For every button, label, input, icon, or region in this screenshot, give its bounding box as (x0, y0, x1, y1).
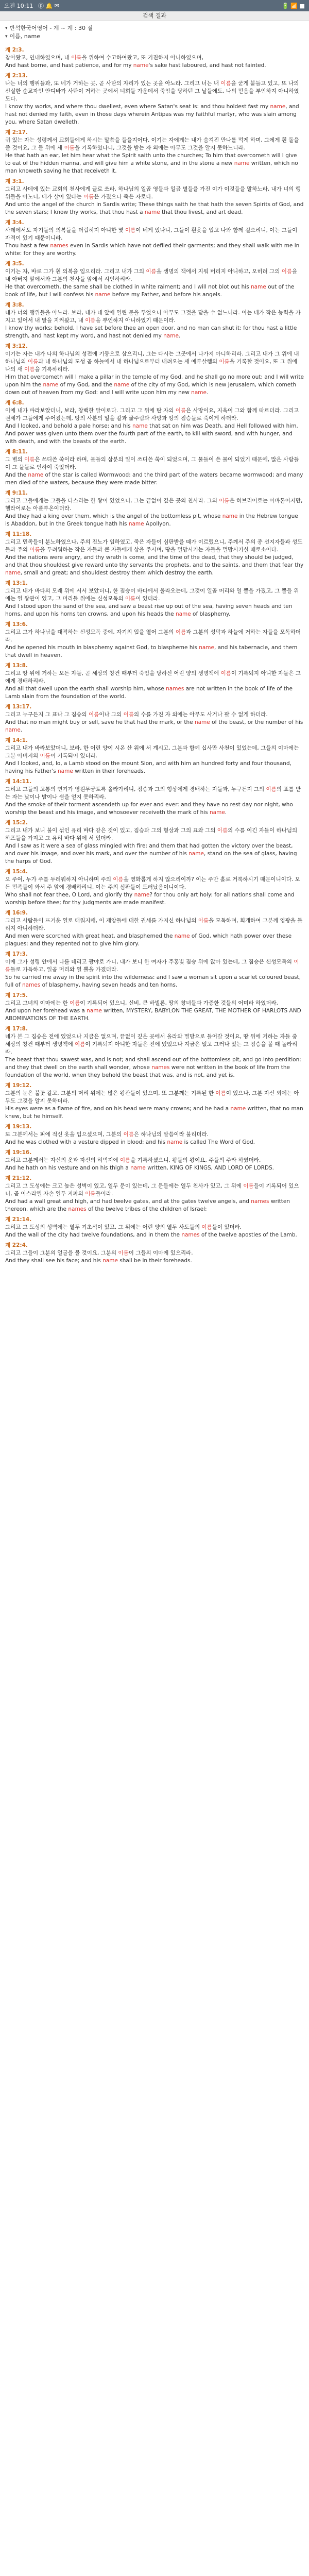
highlighted-term: 이름 (220, 80, 231, 87)
verse-korean-text: 오 주여, 누가 주를 두려워하지 아니하며 주의 이름을 영화롭게 하지 않으리이까? 이는 주만 홀로 거룩하시기 때문이니이다. 모든 민족들이 와서 주 앞에 경배하리니, 이는 주의 심판들이 드러났음이니이다. (5, 876, 300, 890)
highlighted-term: 이름 (198, 918, 209, 924)
highlighted-term: 이름 (85, 1191, 96, 1197)
verse-english-text: Who shall not fear thee, O Lord, and glorify thy name? for thou only art holy: for all nations shall come and worship before thee; for thy judgments are made manifest. (5, 892, 295, 906)
highlighted-term: 이름 (75, 1041, 85, 1047)
highlighted-term: name (130, 1165, 146, 1171)
verse-english-text: His eyes were as a flame of fire, and on his head were many crowns; and he had a name written, that no man knew, but he himself. (5, 1106, 303, 1120)
highlighted-term: name (251, 284, 266, 290)
verse-english-text: And the smoke of their torment ascendeth up for ever and ever: and they have no rest day nor night, who worship the beast and his image, and whosoever receiveth the mark of his name. (5, 802, 293, 816)
search-scope-row[interactable] (5, 24, 304, 32)
verse-result-item[interactable] (5, 1123, 304, 1146)
verse-english-text: He that overcometh, the same shall be clothed in white raiment; and I will not blot out his name out of the book of life, but I will confess his name before my Father, and before his angels. (5, 284, 295, 298)
highlighted-term: names (68, 1206, 87, 1212)
search-scope-text: 반석한국어영어 - 계 ~ 계 : 30 절 (9, 25, 93, 31)
highlighted-term: 이름 (219, 359, 230, 365)
verse-korean-text: 그리고 그들에게는 그들을 다스리는 한 왕이 있었으니, 그는 끝없이 깊은 곳의 천사라. 그의 이름은 히브리어로는 아바돈이지만, 헬라어로는 아폴루온이더라. (5, 498, 303, 512)
highlighted-term: 이름 (215, 1090, 226, 1096)
verse-english-text: And he hath on his vesture and on his thigh a name written, KING OF KINGS, AND LORD OF LORDS. (5, 1165, 274, 1171)
verse-reference: 계 2:13. (5, 73, 28, 79)
verse-reference: 계 16:9. (5, 910, 28, 916)
verse-korean-text: 귀 있는 자는 성령께서 교회들에게 하시는 말씀을 들을지어다. 이기는 자에게는 내가 숨겨진 만나를 먹게 하며, 그에게 흰 돌을 줄 것이요, 그 돌 위에 새 이름을 기록하였나니, 그것을 받는 자 외에는 아무도 그것을 알지 못하느니라. (5, 137, 299, 151)
highlighted-term: 이름 (29, 547, 40, 553)
verse-result-item[interactable] (5, 301, 304, 340)
verse-result-item[interactable] (5, 46, 304, 70)
verse-korean-text: 그리고 그가 하나님을 대적하는 신성모독 중에, 자기의 입을 열어 그분의 이름과 그분의 성막과 하늘에 거하는 자들을 모독하더라. (5, 629, 301, 643)
verse-english-text: I know thy works, and where thou dwellest, even where Satan's seat is: and thou holdest fast my name, and hast not denied my faith, even in those days wherein Antipas was my faithful martyr, who was slain among you, where Satan dwelleth. (5, 104, 299, 125)
verse-reference: 계 17:5. (5, 992, 28, 998)
verse-result-item[interactable] (5, 1216, 304, 1239)
highlighted-term: 이름 (123, 1131, 134, 1138)
verse-reference: 계 22:4. (5, 1242, 28, 1248)
verse-reference: 계 14:11. (5, 778, 32, 785)
highlighted-term: names (22, 982, 41, 988)
highlighted-term: name (28, 472, 44, 478)
verse-reference: 계 9:11. (5, 490, 28, 496)
highlighted-term: names (50, 243, 68, 249)
verse-korean-text: 그리고 민족들이 분노하였으나, 주의 진노가 임하였고, 죽은 자들이 심판받을 때가 이르렀으니, 주께서 주의 종 선지자들과 성도들과 주의 이름을 두려워하는 작은 자들과 큰 자들에게 상을 주시며, 땅을 멸망시키는 자들을 멸망시키실 때로소이다. (5, 539, 303, 553)
highlighted-term: 이름 (64, 145, 75, 151)
verse-korean-text: 이에 그가 성령 안에서 나를 데리고 광야로 가니, 내가 보니 한 여자가 주홍빛 짐승 위에 앉아 있는데, 그 짐승은 신성모독의 이름들로 가득하고, 일곱 머리와 열 뿔을 가졌더라. (5, 959, 299, 973)
highlighted-term: name (194, 719, 210, 725)
verse-result-item[interactable] (5, 260, 304, 299)
verse-reference: 계 21:14. (5, 1216, 32, 1223)
highlighted-term: 이름 (119, 1157, 131, 1163)
notification-icons: ⓟ 🔔 ✉ (38, 3, 59, 9)
verse-result-item[interactable] (5, 819, 304, 866)
verse-english-text: Thou hast a few names even in Sardis which have not defiled their garments; and they shall walk with me in white: for they are worthy. (5, 243, 300, 257)
verse-korean-text: 그 별의 이름은 쓰디쓴 쑥이라 하며, 물들의 삼분의 일이 쓰디쓴 쑥이 되었으며, 그 물들이 쓴 물이 되었기 때문에, 많은 사람들이 그 물들로 인하여 죽었더라. (5, 456, 299, 470)
verse-korean-text: 그분의 눈은 불꽃 같고, 그분의 머리 위에는 많은 왕관들이 있으며, 또 그분께는 기록된 한 이름이 있으나, 그분 자신 외에는 아무도 그것을 알지 못하더라. (5, 1090, 299, 1104)
highlighted-term: name (144, 209, 160, 215)
verse-result-item[interactable] (5, 1242, 304, 1265)
verse-result-item[interactable] (5, 778, 304, 817)
highlighted-term: 이름 (266, 786, 277, 792)
highlighted-term: 이름 (175, 629, 186, 635)
verse-korean-text: 그리고 그들이 그분의 얼굴을 볼 것이요, 그분의 이름이 그들의 이마에 있으리라. (5, 1250, 193, 1256)
verse-result-item[interactable] (5, 909, 304, 948)
highlighted-term: 이름 (89, 711, 99, 718)
highlighted-term: name (132, 423, 148, 429)
verse-korean-text: 나는 너의 행위들과, 또 네가 거하는 곳, 곧 사탄의 자리가 있는 곳을 아노라. 그리고 너는 내 이름을 굳게 붙들고 있고, 또 나의 신실한 순교자인 안디바가 사탄이 거하는 곳에서 너희들 가운데서 죽임을 당하던 그 날들에도, 나의 믿음을 부인하지 아니하였도다. (5, 80, 299, 102)
highlighted-term: names (166, 686, 184, 692)
verse-result-item[interactable] (5, 1025, 304, 1079)
verse-korean-text: 그리고 사데에 있는 교회의 천사에게 글로 쓰라. 하나님의 일곱 영들과 일곱 별들을 가진 이가 이것들을 말하노라. 내가 너의 행위들을 아노니, 네가 살아 있다는 이름은 가졌으나 죽은 자로다. (5, 186, 301, 200)
verse-result-item[interactable] (5, 662, 304, 701)
highlighted-term: 이름 (85, 317, 96, 324)
verse-result-item[interactable] (5, 951, 304, 989)
highlighted-term: 이름 (118, 1250, 129, 1256)
verse-korean-text: 네가 본 그 짐승은 전에 있었으나 지금은 없으며, 끝없이 깊은 곳에서 올라와 멸망으로 들어갈 것이요, 땅 위에 거하는 자들 중 세상의 창건 때부터 생명책에 이름이 기록되지 아니한 자들은 전에 있었으나 지금은 없고 그러나 있는 그 짐승을 볼 때 놀라리라. (5, 1033, 298, 1055)
highlighted-term: 이름 (69, 1000, 80, 1006)
verse-english-text: I know thy works: behold, I have set before thee an open door, and no man can shut it: for thou hast a little strength, and hast kept my word, and hast not denied my name. (5, 325, 297, 339)
verse-reference: 계 3:1. (5, 178, 24, 184)
verse-result-item[interactable] (5, 448, 304, 487)
verse-korean-text: 또 그분께서는 피에 적신 옷을 입으셨으며, 그분의 이름은 하나님의 말씀이라 불리더라. (5, 1131, 209, 1138)
verse-reference: 계 8:11. (5, 449, 28, 455)
verse-english-text: And men were scorched with great heat, and blasphemed the name of God, which hath power over these plagues: and they repented not to give him glory. (5, 933, 292, 947)
highlighted-term: names (151, 1064, 170, 1071)
verse-korean-text: 이기는 자, 바로 그가 흰 의복을 입으리라. 그리고 내가 그의 이름을 생명의 책에서 지워 버리지 아니하고, 오히려 그의 이름을 내 아버지 앞에서와 그분의 천사들 앞에서 시인하리라. (5, 268, 298, 282)
verse-english-text: So he carried me away in the spirit into the wilderness: and I saw a woman sit upon a scarlet coloured beast, full of names of blasphemy, having seven heads and ten horns. (5, 974, 301, 988)
verse-korean-text: 그리고 내가 보니 불이 섞인 유리 바다 같은 것이 있고, 짐승과 그의 형상과 그의 표와 그의 이름의 수를 이긴 자들이 하나님의 하프들을 가지고 그 유리 바다 위에 서 있더라. (5, 827, 298, 841)
verse-result-item[interactable] (5, 1082, 304, 1121)
verse-reference: 계 17:3. (5, 951, 28, 957)
highlighted-term: names (251, 1198, 269, 1205)
highlighted-term: name (58, 768, 73, 774)
verse-reference: 계 21:12. (5, 1175, 32, 1181)
highlighted-term: 이름 (5, 959, 299, 973)
verse-reference: 계 19:13. (5, 1124, 32, 1130)
verse-reference: 계 2:17. (5, 129, 28, 135)
highlighted-term: 이름 (24, 366, 35, 372)
verse-english-text: And the wall of the city had twelve foundations, and in them the names of the twelve apostles of the Lamb. (5, 1232, 297, 1238)
highlighted-term: name (102, 1258, 118, 1264)
highlighted-term: name (210, 809, 225, 816)
verse-korean-text: 그리고 누구든지 그 표나 그 짐승의 이름이나 그의 이름의 수를 가진 자 외에는 아무도 사거나 팔 수 없게 하더라. (5, 711, 268, 718)
search-results-list (0, 43, 309, 1265)
verse-result-item[interactable] (5, 703, 304, 734)
verse-english-text: And had a wall great and high, and had twelve gates, and at the gates twelve angels, and names written thereon, which are the names of the twelve tribes of the children of Israel: (5, 1198, 290, 1212)
verse-korean-text: 이기는 자는 내가 나의 하나님의 성전에 기둥으로 삼으리니, 그는 다시는 그곳에서 나가지 아니하리라. 그리고 내가 그 위에 내 하나님의 이름과 내 하나님의 도성 곧 하늘에서 내 하나님으로부터 내려오는 새 예루살렘의 이름을 기록할 것이요, 또 그 위에 나의 새 이름을 기록하리라. (5, 351, 299, 372)
highlighted-term: 이름 (175, 408, 186, 414)
verse-reference: 계 19:12. (5, 1082, 32, 1089)
highlighted-term: name (133, 62, 149, 69)
highlighted-term: name (188, 851, 204, 857)
verse-korean-text: 그리고 땅 위에 거하는 모든 자들, 곧 세상의 창건 때부터 죽임을 당하신 어린 양의 생명책에 이름이 기록되지 아니한 자들은 그에게 경배하리라. (5, 670, 301, 684)
highlighted-term: name (174, 933, 190, 939)
verse-korean-text: 내가 너의 행위들을 아노라. 보라, 내가 네 앞에 열린 문을 두었으니 아무도 그것을 닫을 수 없느니라. 이는 네가 작은 능력을 가지고 있어서 내 말을 지켜왔고, 내 이름을 부인하지 아니하였기 때문이라. (5, 310, 301, 324)
highlighted-term: name (5, 570, 21, 576)
highlighted-term: name (234, 160, 250, 166)
verse-korean-text: 그리고 그 도성의 성벽에는 열두 기초석이 있고, 그 위에는 어린 양의 열두 사도들의 이름들이 있더라. (5, 1224, 242, 1230)
verse-reference: 계 13:17. (5, 704, 32, 710)
verse-english-text: And they had a king over them, which is the angel of the bottomless pit, whose name in the Hebrew tongue is Abaddon, but in the Greek tongue hath his name Apollyon. (5, 513, 298, 527)
highlighted-term: 이름 (123, 711, 134, 718)
verse-result-item[interactable] (5, 178, 304, 216)
highlighted-term: 이름 (125, 227, 136, 233)
verse-reference: 계 3:8. (5, 302, 24, 308)
status-bar (0, 0, 309, 11)
highlighted-term: name (199, 645, 214, 651)
verse-english-text: And I stood upon the sand of the sea, and saw a beast rise up out of the sea, having seven heads and ten horns, and upon his horns ten crowns, and upon his heads the name of blasphemy. (5, 603, 293, 617)
highlighted-term: 이름 (125, 596, 136, 602)
verse-english-text: The beast that thou sawest was, and is not; and shall ascend out of the bottomless pit, and go into perdition: and they that dwell on the earth shall wonder, whose names were not written in the book of life from the foundation of the world, when they behold the beast that was, and is not, and yet is. (5, 1057, 301, 1078)
verse-result-item[interactable] (5, 737, 304, 775)
verse-reference: 계 11:18. (5, 531, 32, 537)
highlighted-term: name (87, 1008, 102, 1014)
highlighted-term: name (95, 292, 111, 298)
highlighted-term: name (43, 382, 59, 388)
collapse-triangle-icon[interactable]: ▾ (5, 26, 8, 31)
highlighted-term: name (270, 104, 286, 110)
verse-reference: 계 13:8. (5, 663, 28, 669)
highlighted-term: 이름 (201, 1224, 212, 1230)
window-title: 검색 결과 (0, 11, 309, 21)
verse-english-text: Him that overcometh will I make a pillar in the temple of my God, and he shall go no more out: and I will write upon him the name of my God, and the name of the city of my God, which is new Jerusalem, which cometh down out of heaven from my God: and I will write upon him my new name. (5, 374, 304, 396)
verse-result-item[interactable] (5, 868, 304, 907)
verse-reference: 계 19:16. (5, 1149, 32, 1156)
verse-reference: 계 13:6. (5, 621, 28, 628)
verse-reference: 계 17:8. (5, 1026, 28, 1032)
verse-result-item[interactable] (5, 1175, 304, 1213)
verse-result-item[interactable] (5, 129, 304, 175)
highlighted-term: name (5, 727, 21, 733)
verse-korean-text: 그리고 그 도성에는 크고 높은 성벽이 있고, 열두 문이 있는데, 그 문들에는 열두 천사가 있고, 그 위에 이름들이 기록되어 있으니, 곧 이스라엘 자손 열두 지파의 이름들이라. (5, 1183, 299, 1197)
verse-english-text: And hast borne, and hast patience, and for my name's sake hast laboured, and hast not fainted. (5, 62, 266, 69)
highlighted-term: 이름 (40, 753, 50, 759)
verse-english-text: And he was clothed with a vesture dipped in blood: and his name is called The Word of God. (5, 1139, 255, 1145)
verse-reference: 계 15:4. (5, 869, 28, 875)
verse-result-item[interactable] (5, 580, 304, 618)
verse-korean-text: 사데에서도 자기들의 의복들을 더럽히지 아니한 몇 이름이 네게 있나니, 그들이 흰옷을 입고 나와 함께 걸으리니, 이는 그들이 자격이 있기 때문이니라. (5, 227, 298, 241)
verse-english-text: And I saw as it were a sea of glass mingled with fire: and them that had gotten the victory over the beast, and over his image, and over his mark, and over the number of his name, stand on the sea of glass, having the harps of God. (5, 843, 297, 865)
highlighted-term: 이름 (113, 876, 124, 883)
verse-reference: 계 3:4. (5, 219, 24, 226)
status-time: 오전 10:11 (4, 3, 33, 9)
highlighted-term: name (191, 389, 207, 396)
verse-english-text: And the name of the star is called Wormwood: and the third part of the waters became wormwood; and many men died of the waters, because they were made bitter. (5, 472, 303, 486)
verse-result-item[interactable] (5, 399, 304, 446)
highlighted-term: 이름 (220, 670, 231, 676)
verse-reference: 계 13:1. (5, 580, 28, 586)
verse-reference: 계 15:2. (5, 820, 28, 826)
verse-korean-text: 이에 내가 바라보았더니, 보라, 창백한 말이로다. 그리고 그 위에 탄 자의 이름은 사망이요, 지옥이 그와 함께 따르더라. 그리고 권세가 그들에게 주어졌는데, 땅의 사분의 일을 칼과 굶주림과 사망과 땅의 짐승들로 죽이게 하더라. (5, 408, 299, 421)
system-icons: 🔋 📶 ■ (282, 2, 305, 9)
verse-reference: 계 14:1. (5, 737, 28, 743)
highlighted-term: 이름 (71, 55, 82, 61)
highlighted-term: name (134, 892, 150, 898)
verse-english-text: And unto the angel of the church in Sardis write; These things saith he that hath the seven Spirits of God, and the seven stars; I know thy works, that thou hast a name that thou livest, and art dead. (5, 201, 304, 215)
verse-korean-text: 그리고 그녀의 이마에는 한 이름이 기록되어 있으니, 신비, 큰 바빌론, 땅의 창녀들과 가증한 것들의 어미라 하였더라. (5, 1000, 279, 1006)
verse-english-text: And the nations were angry, and thy wrath is come, and the time of the dead, that they should be judged, and that thou shouldest give reward unto thy servants the prophets, and to the saints, and them that fear thy name, small and great; and shouldest destroy them which destroy the earth. (5, 554, 304, 576)
collapse-triangle-icon[interactable]: ▾ (5, 34, 8, 39)
verse-reference: 계 3:12. (5, 343, 28, 349)
verse-english-text: And that no man might buy or sell, save he that had the mark, or the name of the beast, or the number of his name. (5, 719, 303, 733)
verse-result-item[interactable] (5, 531, 304, 577)
verse-korean-text: 그리고 내가 바다의 모래 위에 서서 보았더니, 한 짐승이 바다에서 올라오는데, 그것이 일곱 머리와 열 뿔을 가졌고, 그 뿔들 위에는 열 왕관이 있고, 그 머리들 위에는 신성모독의 이름이 있더라. (5, 588, 299, 602)
highlighted-term: 이름 (27, 359, 39, 365)
highlighted-term: 이름 (83, 194, 94, 200)
highlighted-term: 이름 (24, 456, 35, 463)
verse-result-item[interactable] (5, 621, 304, 659)
highlighted-term: 이름 (217, 827, 228, 834)
highlighted-term: 이름 (219, 498, 230, 504)
verse-english-text: And upon her forehead was a name written, MYSTERY, BABYLON THE GREAT, THE MOTHER OF HARLOTS AND ABOMINATIONS OF THE EARTH. (5, 1008, 301, 1022)
highlighted-term: name (163, 333, 179, 339)
highlighted-term: name (167, 1139, 183, 1145)
verse-korean-text: 그리고 그분께서는 자신의 옷과 자신의 허벅지에 이름을 기록하셨으니, 왕들의 왕이요, 주들의 주라 하였더라. (5, 1157, 261, 1163)
search-terms-row[interactable] (5, 32, 304, 41)
highlighted-term: names (181, 1232, 200, 1238)
verse-result-item[interactable] (5, 489, 304, 528)
highlighted-term: name (230, 1106, 246, 1112)
verse-reference: 계 3:5. (5, 261, 24, 267)
search-header (0, 21, 309, 43)
verse-result-item[interactable] (5, 1149, 304, 1172)
verse-korean-text: 참아왔고, 인내하였으며, 내 이름을 위하여 수고하여왔고, 또 기진하지 아니하였으며, (5, 55, 203, 61)
verse-reference: 계 2:3. (5, 47, 24, 53)
search-terms-text: 이름, name (9, 33, 40, 40)
highlighted-term: 이름 (281, 268, 292, 275)
verse-result-item[interactable] (5, 72, 304, 126)
verse-english-text: And I looked, and behold a pale horse: and his name that sat on him was Death, and Hell followed with him. And power was given unto them over the fourth part of the earth, to kill with sword, and with hunger, and with death, and with the beasts of the earth. (5, 423, 298, 445)
verse-english-text: And all that dwell upon the earth shall worship him, whose names are not written in the book of life of the Lamb slain from the foundation of the world. (5, 686, 293, 700)
highlighted-term: name (222, 513, 238, 519)
highlighted-term: 이름 (243, 1183, 254, 1189)
verse-korean-text: 그리고 그들의 고통의 연기가 영원무궁토록 올라가리니, 짐승과 그의 형상에게 경배하는 자들과, 누구든지 그의 이름의 표를 받는 자는 낮이나 밤이나 쉼을 얻지 못하리라. (5, 786, 301, 800)
status-left (4, 2, 62, 10)
verse-result-item[interactable] (5, 219, 304, 258)
verse-english-text: He that hath an ear, let him hear what the Spirit saith unto the churches; To him that overcometh will I give to eat of the hidden manna, and will give him a white stone, and in the stone a new name written, which no man knoweth saving he that receiveth it. (5, 152, 298, 174)
status-right (279, 3, 305, 9)
verse-korean-text: 그리고 사람들이 뜨거운 열로 태워지매, 이 재앙들에 대한 권세를 가지신 하나님의 이름을 모독하며, 회개하여 그분께 영광을 돌리지 아니하더라. (5, 918, 303, 931)
verse-korean-text: 그리고 내가 바라보았더니, 보라, 한 어린 양이 시온 산 위에 서 계시고, 그분과 함께 십사만 사천이 있었는데, 그들의 이마에는 그분 아버지의 이름이 기록되어 있더라. (5, 745, 299, 759)
highlighted-term: name (175, 611, 191, 617)
verse-english-text: And I looked, and, lo, a Lamb stood on the mount Sion, and with him an hundred forty and four thousand, having his Father's name written in their foreheads. (5, 760, 291, 774)
highlighted-term: name (128, 521, 144, 527)
verse-result-item[interactable] (5, 992, 304, 1023)
highlighted-term: name (114, 382, 130, 388)
verse-english-text: And they shall see his face; and his name shall be in their foreheads. (5, 1258, 192, 1264)
verse-result-item[interactable] (5, 343, 304, 397)
verse-english-text: And he opened his mouth in blasphemy against God, to blaspheme his name, and his tabernacle, and them that dwell in heaven. (5, 645, 298, 658)
verse-reference: 계 6:8. (5, 400, 24, 406)
highlighted-term: 이름 (146, 268, 157, 275)
